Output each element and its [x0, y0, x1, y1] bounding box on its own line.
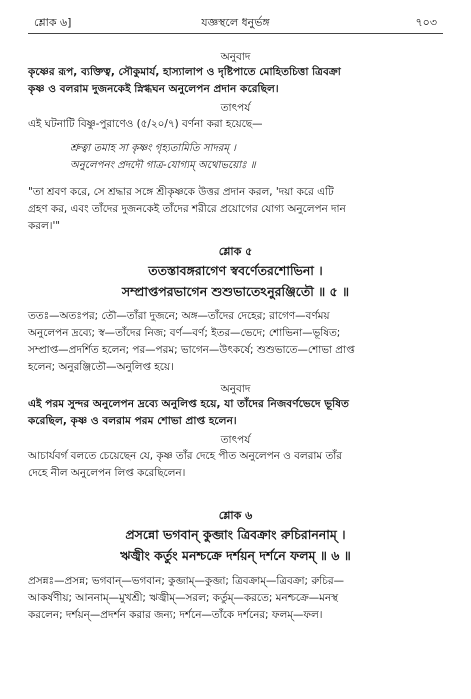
- sloka-5-synonyms: [28, 308, 443, 376]
- synonym-line: আকর্ষণীয়; আননাম্—মুখশ্রী; ঋজ্বীম্—সরল; কর্তুম্—করতে; মনশ্চক্রে—মনস্থ: [28, 592, 338, 604]
- header-chapter-title: যজ্ঞস্থলে ধনুর্ভঙ্গ: [201, 16, 270, 29]
- synonym-line: প্রসন্নঃ—প্রসন্ন; ভগবান্—ভগবান; কুব্জাম্—কুব্জা; ত্রিবক্রাম্—ত্রিবক্রা; রুচির—: [28, 575, 344, 587]
- anubad-line: কৃষ্ণের রূপ, ব্যক্তিত্ব, সৌকুমার্য, হাস্যালাপ ও দৃষ্টিপাতে মোহিতচিত্তা ত্রিবক্রা: [28, 66, 341, 78]
- header-page-number: ৭০৩: [415, 16, 437, 29]
- tatparya-label-1: তাৎপর্য: [220, 102, 251, 114]
- quote-line: অনুলেপনং প্রদদৌ গাত্র-যোগ্যম্ অথোভয়োঃ ॥: [70, 160, 256, 171]
- header-rule: [28, 33, 443, 34]
- vishnu-purana-quote: [70, 140, 443, 174]
- synonym-line: ততঃ—অতঃপর; তৌ—তাঁরা দুজনে; অঙ্গ—তাঁদের দেহের; রাগেণ—বর্ণময়: [28, 310, 330, 322]
- tatparya-line: দেহে নীল অনুলেপন লিপ্ত করেছিলেন।: [28, 467, 186, 479]
- sloka-5-heading: শ্লোক ৫: [218, 245, 253, 258]
- anubad-line: কৃষ্ণ ও বলরাম দুজনকেই স্নিগ্ধঘন অনুলেপন প্রদান করেছিল।: [28, 83, 279, 95]
- header-verse-ref: শ্লোক ৬]: [34, 16, 72, 29]
- verse-line: সম্প্রাপ্তপরভাগেন শুশুভাতেঽনুরঞ্জিতৌ ॥ ৫ ॥: [121, 284, 350, 299]
- translation-line: "তা শ্রবণ করে, সে শ্রদ্ধার সঙ্গে শ্রীকৃষ্ণকে উত্তর প্রদান করল, 'দয়া করে এটি: [28, 186, 334, 198]
- sloka-6-synonyms: [28, 573, 443, 624]
- anubad-label-2: অনুবাদ: [220, 383, 251, 395]
- verse-line: ততস্তাবঙ্গরাগেণ স্ববর্ণেতরশোভিনা ।: [148, 263, 323, 278]
- synonym-line: সম্প্রাপ্ত—প্রদর্শিত হলেন; পর—পরম; ভাগেন—উৎকর্ষে; শুশুভাতে—শোভা প্রাপ্ত: [28, 344, 355, 356]
- quote-translation: [28, 184, 443, 235]
- tatparya-line: আচার্যবর্গ বলতে চেয়েছেন যে, কৃষ্ণ তাঁর দেহে পীত অনুলেপন ও বলরাম তাঁর: [28, 450, 342, 462]
- sloka-6-heading: শ্লোক ৬: [218, 509, 253, 522]
- synonym-line: করলেন; দর্শয়ন্—প্রদর্শন করার জন্য; দর্শনে—তাঁকে দর্শনের; ফলম্—ফল।: [28, 609, 323, 621]
- translation-line: গ্রহণ কর, এবং তাঁদের দুজনকেই তাঁদের শরীরে প্রয়োগের যোগ্য অনুলেপন দান: [28, 203, 346, 215]
- tatparya-intro: এই ঘটনাটি বিষ্ণু-পুরাণেও (৫/২০/৭) বর্ণনা করা হয়েছে—: [28, 118, 263, 130]
- anubad-label-1: অনুবাদ: [220, 51, 251, 63]
- synonym-line: হলেন; অনুরঞ্জিতৌ—অনুলিপ্ত হয়ে।: [28, 361, 174, 373]
- anubad-text-2: [28, 396, 443, 430]
- sloka-5-verse: [28, 260, 443, 302]
- verse-line: ঋজ্বীং কর্তুং মনশ্চক্রে দর্শয়ন্ দর্শনে ফলম্ ॥ ৬ ॥: [120, 548, 351, 563]
- anubad-line: করেছিল, কৃষ্ণ ও বলরাম পরম শোভা প্রাপ্ত হলেন।: [28, 415, 237, 427]
- verse-line: প্রসন্নো ভগবান্ কুব্জাং ত্রিবক্রাং রুচিরাননাম্ ।: [125, 527, 346, 542]
- tatparya-text-2: [28, 448, 443, 482]
- anubad-text-1: [28, 64, 443, 98]
- anubad-line: এই পরম সুন্দর অনুলেপন দ্রব্যে অনুলিপ্ত হয়ে, যা তাঁদের নিজবর্ণভেদে ভূষিত: [28, 398, 349, 410]
- tatparya-label-2: তাৎপর্য: [220, 434, 251, 446]
- sloka-6-verse: [28, 524, 443, 566]
- translation-line: করল।'": [28, 220, 61, 232]
- running-header: [34, 14, 437, 30]
- synonym-line: অনুলেপন দ্রব্যে; স্ব—তাঁদের নিজ; বর্ণ—বর্ণ; ইতর—ভেদে; শোভিনা—ভূষিত;: [28, 327, 341, 339]
- quote-line: শ্রুত্বা তমাহ সা কৃষ্ণং গৃহ্যতামিতি সাদরম্ ।: [70, 143, 236, 154]
